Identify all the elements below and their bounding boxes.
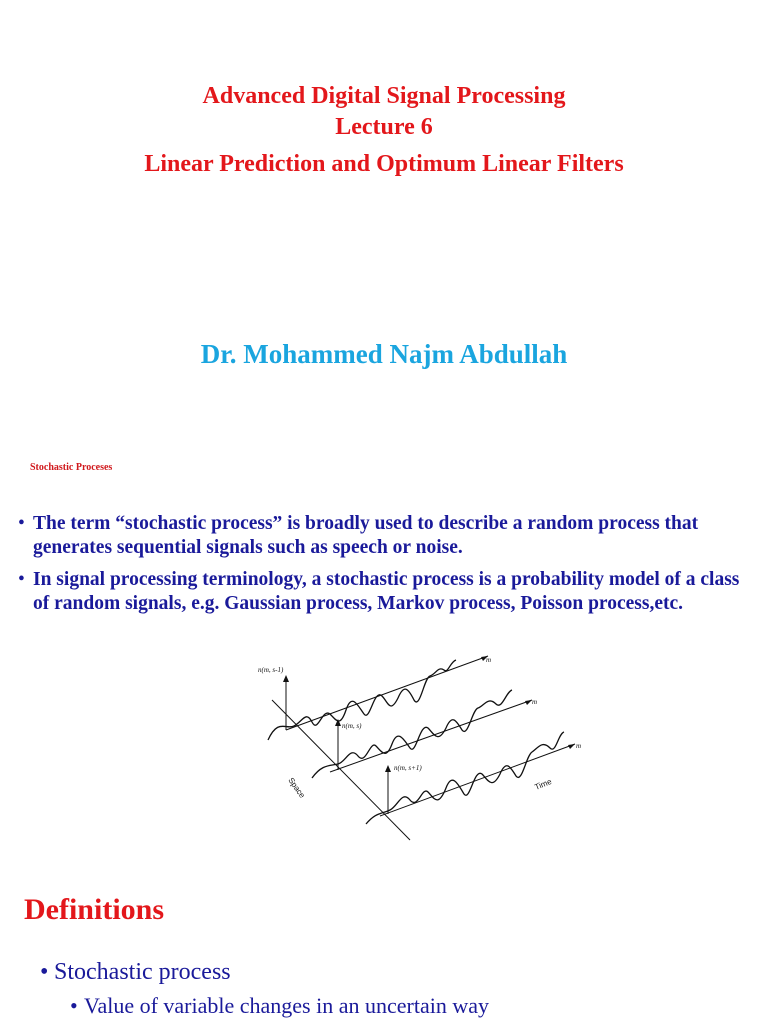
time-axis-1 [286, 656, 488, 730]
label-realization-3: n(m, s+1) [394, 764, 422, 772]
lecture-number: Lecture 6 [335, 114, 433, 140]
bullet-marker: • [18, 569, 25, 590]
bullet-text: In signal processing terminology, a stochastic process is a probability model of a class of random signals, e.g. Gaussian process, Markov process, Poisson process,etc. [33, 569, 740, 614]
definition-item [40, 958, 231, 986]
definition-subitem [70, 992, 489, 1020]
lecture-course-title: Advanced Digital Signal Processing [202, 83, 566, 109]
arrowhead [385, 765, 391, 772]
bullet-item [18, 512, 748, 560]
label-time-index-3: m [576, 742, 582, 750]
label-realization-1: n(m, s-1) [258, 666, 284, 674]
bullet-list [18, 512, 748, 624]
label-time-index-2: m [532, 698, 538, 706]
stochastic-process-figure [250, 648, 600, 848]
definitions-heading: Definitions [24, 893, 165, 926]
arrowhead [525, 700, 532, 705]
arrowhead [283, 675, 289, 682]
label-realization-2: n(m, s) [342, 722, 362, 730]
label-time-index-1: m [486, 656, 492, 664]
definition-description: Value of variable changes in an uncertain way [84, 993, 489, 1018]
bullet-marker: • [18, 513, 25, 534]
bullet-marker: • [40, 959, 49, 985]
label-time-axis: Time [533, 776, 553, 792]
definition-term: Stochastic process [54, 959, 231, 985]
lecture-topic-title: Linear Prediction and Optimum Linear Filters [144, 151, 624, 177]
time-axis-2 [330, 700, 532, 772]
label-space-axis: Space [286, 775, 307, 800]
section-label: Stochastic Proceses [30, 462, 113, 473]
author-name: Dr. Mohammed Najm Abdullah [200, 339, 568, 369]
bullet-item [18, 568, 748, 616]
bullet-marker: • [70, 993, 78, 1018]
bullet-text: The term “stochastic process” is broadly used to describe a random process that generates sequential signals such as speech or noise. [33, 513, 699, 558]
arrowhead [568, 744, 575, 749]
